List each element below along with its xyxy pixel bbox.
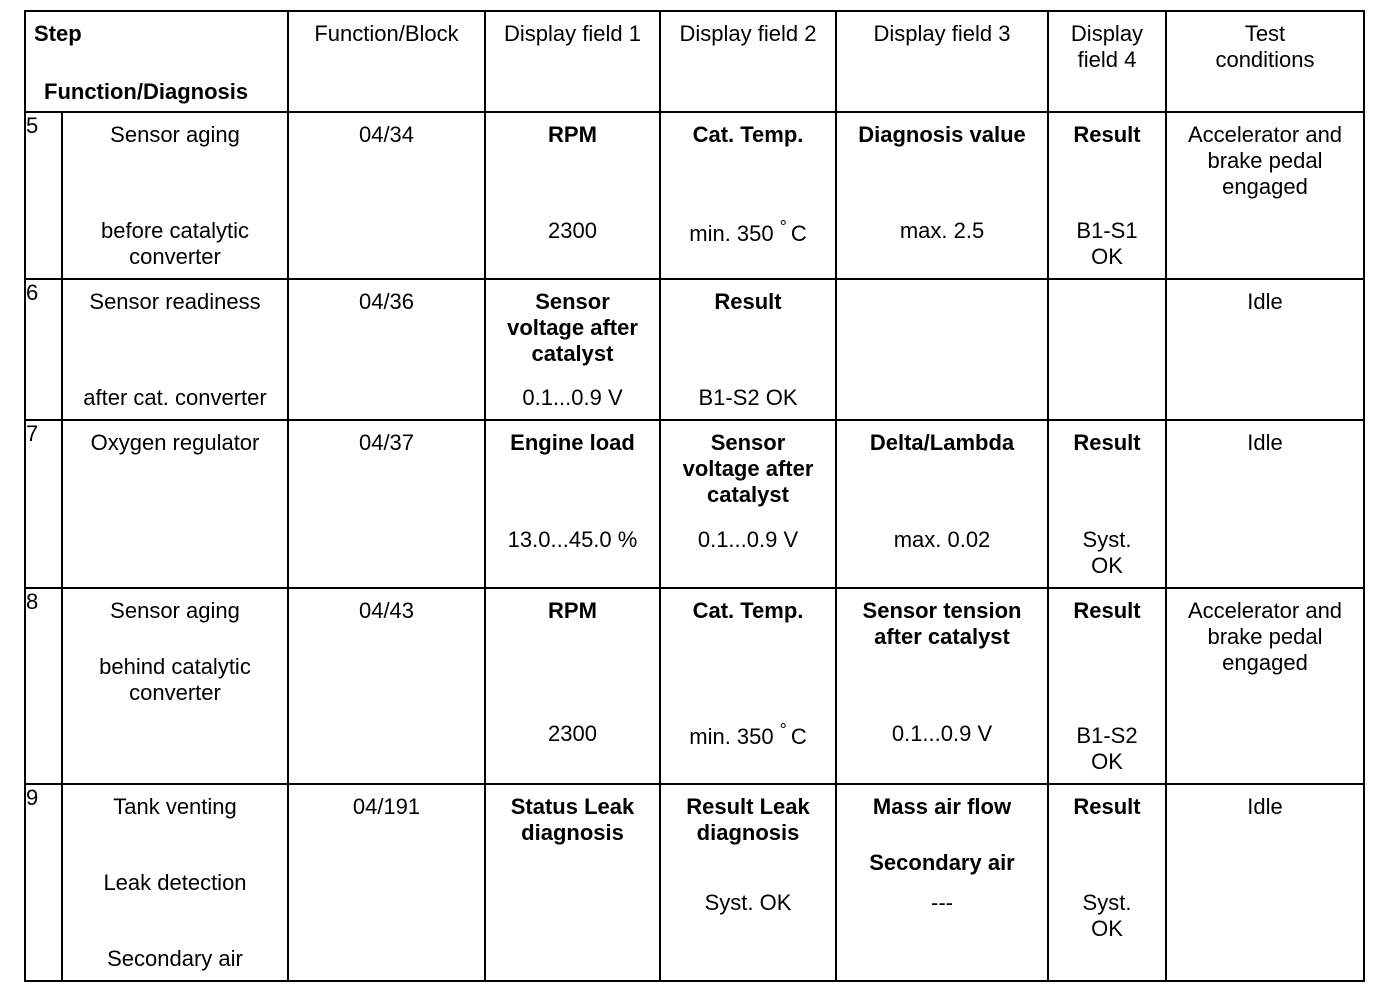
test-conditions: Idle bbox=[1247, 794, 1283, 819]
field-3-cell bbox=[836, 279, 1048, 420]
field-4-cell bbox=[1048, 588, 1166, 784]
field-3-label: Delta/Lambda bbox=[869, 430, 1015, 455]
function-detail-secondary: Secondary air bbox=[107, 946, 243, 971]
field-1-value: 13.0...45.0 % bbox=[507, 527, 638, 552]
field-3-value: max. 0.02 bbox=[893, 527, 991, 552]
function-cell bbox=[62, 112, 288, 279]
field-2-cell bbox=[660, 279, 836, 420]
field-3-cell bbox=[836, 420, 1048, 588]
field-3-label: Sensor tension after catalyst bbox=[862, 598, 1022, 649]
field-3-value: --- bbox=[931, 890, 953, 915]
field-1-label: RPM bbox=[548, 598, 597, 623]
field-1-value: 2300 bbox=[548, 721, 597, 746]
header-step-cell bbox=[25, 11, 288, 112]
header-step: Step bbox=[34, 21, 82, 46]
block-value: 04/37 bbox=[358, 430, 415, 455]
field-2-value: min. 350 ° C bbox=[689, 217, 807, 246]
conditions-cell bbox=[1166, 420, 1364, 588]
table-row bbox=[25, 420, 1364, 588]
header-function-block-cell bbox=[288, 11, 485, 112]
step-number: 9 bbox=[25, 784, 62, 981]
step-number: 7 bbox=[25, 420, 62, 588]
function-detail: Leak detection bbox=[103, 870, 247, 895]
field-2-cell bbox=[660, 784, 836, 981]
block-value: 04/36 bbox=[358, 289, 415, 314]
block-value: 04/43 bbox=[358, 598, 415, 623]
field-1-cell bbox=[485, 784, 660, 981]
field-2-label: Sensor voltage after catalyst bbox=[682, 430, 814, 507]
field-4-label: Result bbox=[1073, 122, 1141, 147]
field-3-value: 0.1...0.9 V bbox=[891, 721, 993, 746]
header-row bbox=[25, 11, 1364, 112]
step-number: 5 bbox=[25, 112, 62, 279]
field-3-label: Mass air flow bbox=[872, 794, 1012, 819]
field-2-value: 0.1...0.9 V bbox=[697, 527, 799, 552]
function-detail: behind catalytic converter bbox=[99, 654, 251, 705]
function-name: Sensor aging bbox=[110, 122, 240, 147]
header-test-conditions: Test conditions bbox=[1215, 21, 1315, 72]
function-cell bbox=[62, 420, 288, 588]
field-4-label: Result bbox=[1073, 598, 1141, 623]
conditions-cell bbox=[1166, 279, 1364, 420]
field-1-value: 0.1...0.9 V bbox=[522, 385, 623, 410]
header-display-field-4-cell bbox=[1048, 11, 1166, 112]
function-name: Oxygen regulator bbox=[90, 430, 260, 455]
block-value: 04/191 bbox=[352, 794, 421, 819]
function-detail: before catalytic converter bbox=[101, 218, 249, 269]
field-3-label-secondary: Secondary air bbox=[869, 850, 1015, 875]
field-3-cell bbox=[836, 784, 1048, 981]
field-4-value: B1-S2 OK bbox=[1076, 723, 1138, 774]
conditions-cell bbox=[1166, 112, 1364, 279]
test-conditions: Idle bbox=[1247, 430, 1283, 455]
header-display-field-2: Display field 2 bbox=[679, 21, 817, 46]
field-2-label: Result bbox=[714, 289, 782, 314]
field-1-cell bbox=[485, 112, 660, 279]
field-1-value: 2300 bbox=[548, 218, 597, 243]
block-value: 04/34 bbox=[358, 122, 415, 147]
header-display-field-1: Display field 1 bbox=[504, 21, 641, 46]
function-detail: after cat. converter bbox=[83, 385, 267, 410]
field-2-label: Result Leak diagnosis bbox=[686, 794, 810, 845]
field-4-cell bbox=[1048, 279, 1166, 420]
field-2-label: Cat. Temp. bbox=[692, 122, 804, 147]
field-4-cell bbox=[1048, 784, 1166, 981]
field-1-label: RPM bbox=[548, 122, 597, 147]
diagnosis-table bbox=[24, 10, 1365, 982]
field-3-cell bbox=[836, 588, 1048, 784]
header-display-field-3-cell bbox=[836, 11, 1048, 112]
function-cell bbox=[62, 784, 288, 981]
block-cell bbox=[288, 420, 485, 588]
field-1-cell bbox=[485, 279, 660, 420]
field-1-label: Engine load bbox=[510, 430, 635, 455]
header-display-field-1-cell bbox=[485, 11, 660, 112]
test-conditions: Idle bbox=[1247, 289, 1283, 314]
field-4-label: Result bbox=[1073, 794, 1141, 819]
field-3-value: max. 2.5 bbox=[899, 218, 985, 243]
block-cell bbox=[288, 112, 485, 279]
field-2-value: Syst. OK bbox=[704, 890, 792, 915]
field-4-value: Syst. OK bbox=[1082, 890, 1132, 941]
header-display-field-4: Display field 4 bbox=[1070, 21, 1144, 72]
step-number: 6 bbox=[25, 279, 62, 420]
field-1-cell bbox=[485, 588, 660, 784]
field-1-label: Status Leak diagnosis bbox=[510, 794, 635, 845]
field-2-cell bbox=[660, 112, 836, 279]
function-cell bbox=[62, 588, 288, 784]
field-4-value: Syst. OK bbox=[1082, 527, 1132, 578]
table-row bbox=[25, 588, 1364, 784]
header-function-diagnosis: Function/Diagnosis bbox=[44, 79, 249, 104]
function-name: Sensor aging bbox=[110, 598, 240, 623]
function-cell bbox=[62, 279, 288, 420]
step-number: 8 bbox=[25, 588, 62, 784]
header-display-field-2-cell bbox=[660, 11, 836, 112]
block-cell bbox=[288, 588, 485, 784]
field-1-cell bbox=[485, 420, 660, 588]
table-row bbox=[25, 279, 1364, 420]
block-cell bbox=[288, 784, 485, 981]
table-row bbox=[25, 112, 1364, 279]
field-4-label: Result bbox=[1073, 430, 1141, 455]
field-2-cell bbox=[660, 588, 836, 784]
field-3-label: Diagnosis value bbox=[858, 122, 1026, 147]
header-display-field-3: Display field 3 bbox=[873, 21, 1011, 46]
field-1-label: Sensor voltage after catalyst bbox=[507, 289, 638, 366]
field-2-value: min. 350 ° C bbox=[689, 720, 807, 749]
field-3-cell bbox=[836, 112, 1048, 279]
field-4-value: B1-S1 OK bbox=[1076, 218, 1138, 269]
function-name: Sensor readiness bbox=[89, 289, 261, 314]
field-2-label: Cat. Temp. bbox=[692, 598, 804, 623]
field-2-cell bbox=[660, 420, 836, 588]
field-4-cell bbox=[1048, 420, 1166, 588]
header-test-conditions-cell bbox=[1166, 11, 1364, 112]
header-function-block: Function/Block bbox=[314, 21, 459, 46]
test-conditions: Accelerator and brake pedal engaged bbox=[1187, 122, 1343, 199]
conditions-cell bbox=[1166, 588, 1364, 784]
field-2-value: B1-S2 OK bbox=[698, 385, 798, 410]
block-cell bbox=[288, 279, 485, 420]
function-name: Tank venting bbox=[113, 794, 237, 819]
table-row bbox=[25, 784, 1364, 981]
field-4-cell bbox=[1048, 112, 1166, 279]
conditions-cell bbox=[1166, 784, 1364, 981]
test-conditions: Accelerator and brake pedal engaged bbox=[1187, 598, 1343, 675]
